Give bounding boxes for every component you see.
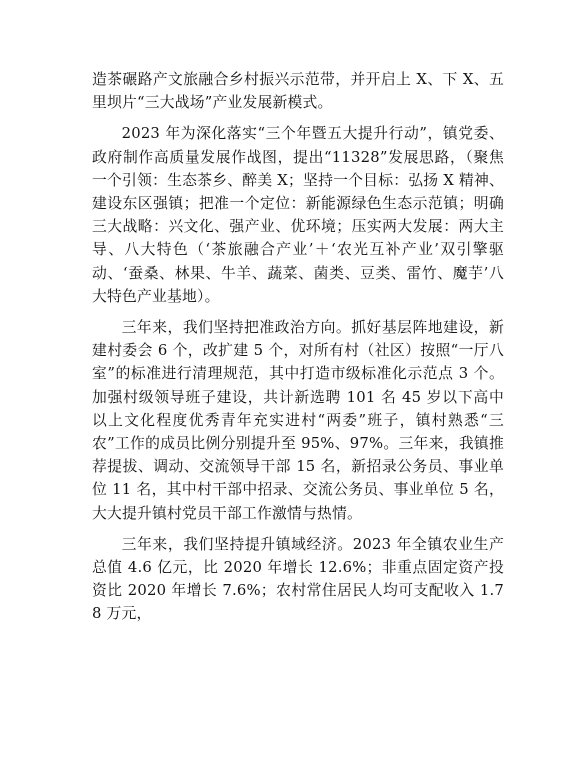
- paragraph-4: 三年来，我们坚持提升镇域经济。2023 年全镇农业生产总值 4.6 亿元，比 2020 年增长 12.6%；非重点固定资产投资比 2020 年增长 7.6%；农村常住居民人均可支配收入 1.78 万元，: [92, 535, 504, 623]
- paragraph-2: 2023 年为深化落实“三个年暨五大提升行动”，镇党委、政府制作高质量发展作战图，提出“11328”发展思路，（聚焦一个引领：生态茶乡、醉美 X；坚持一个目标：弘扬 X 精神、建设东区强镇；把准一个定位：新能源绿色生态示范镇；明确三大战略：兴文化、强产业、优环境；压实两大发展：两大主导、八大特色（‘茶旅融合产业’＋‘农光互补产业’双引擎驱动、‘蚕桑、林果、牛羊、蔬菜、菌类、豆类、雷竹、魔芋’八大特色产业基地）。: [92, 125, 504, 305]
- paragraph-1: 造茶碾路产文旅融合乡村振兴示范带，并开启上 X、下 X、五里坝片“三大战场”产业发展新模式。: [92, 71, 504, 112]
- paragraph-3: 三年来，我们坚持把准政治方向。抓好基层阵地建设，新建村委会 6 个，改扩建 5 个，对所有村（社区）按照“一厅八室”的标准进行清理规范，其中打造市级标准化示范点 3 个。加强村级领导班子建设，共计新选聘 101 名 45 岁以下高中以上文化程度优秀青年充实进村“两委”班子，镇村熟悉“三农”工作的成员比例分别提升至 95%、97%。三年来，我镇推荐提拔、调动、交流领导干部 15 名，新招录公务员、事业单位 11 名，其中村干部中招录、交流公务员、事业单位 5 名，大大提升镇村党员干部工作激情与热情。: [92, 319, 504, 522]
- document-body: [92, 68, 504, 626]
